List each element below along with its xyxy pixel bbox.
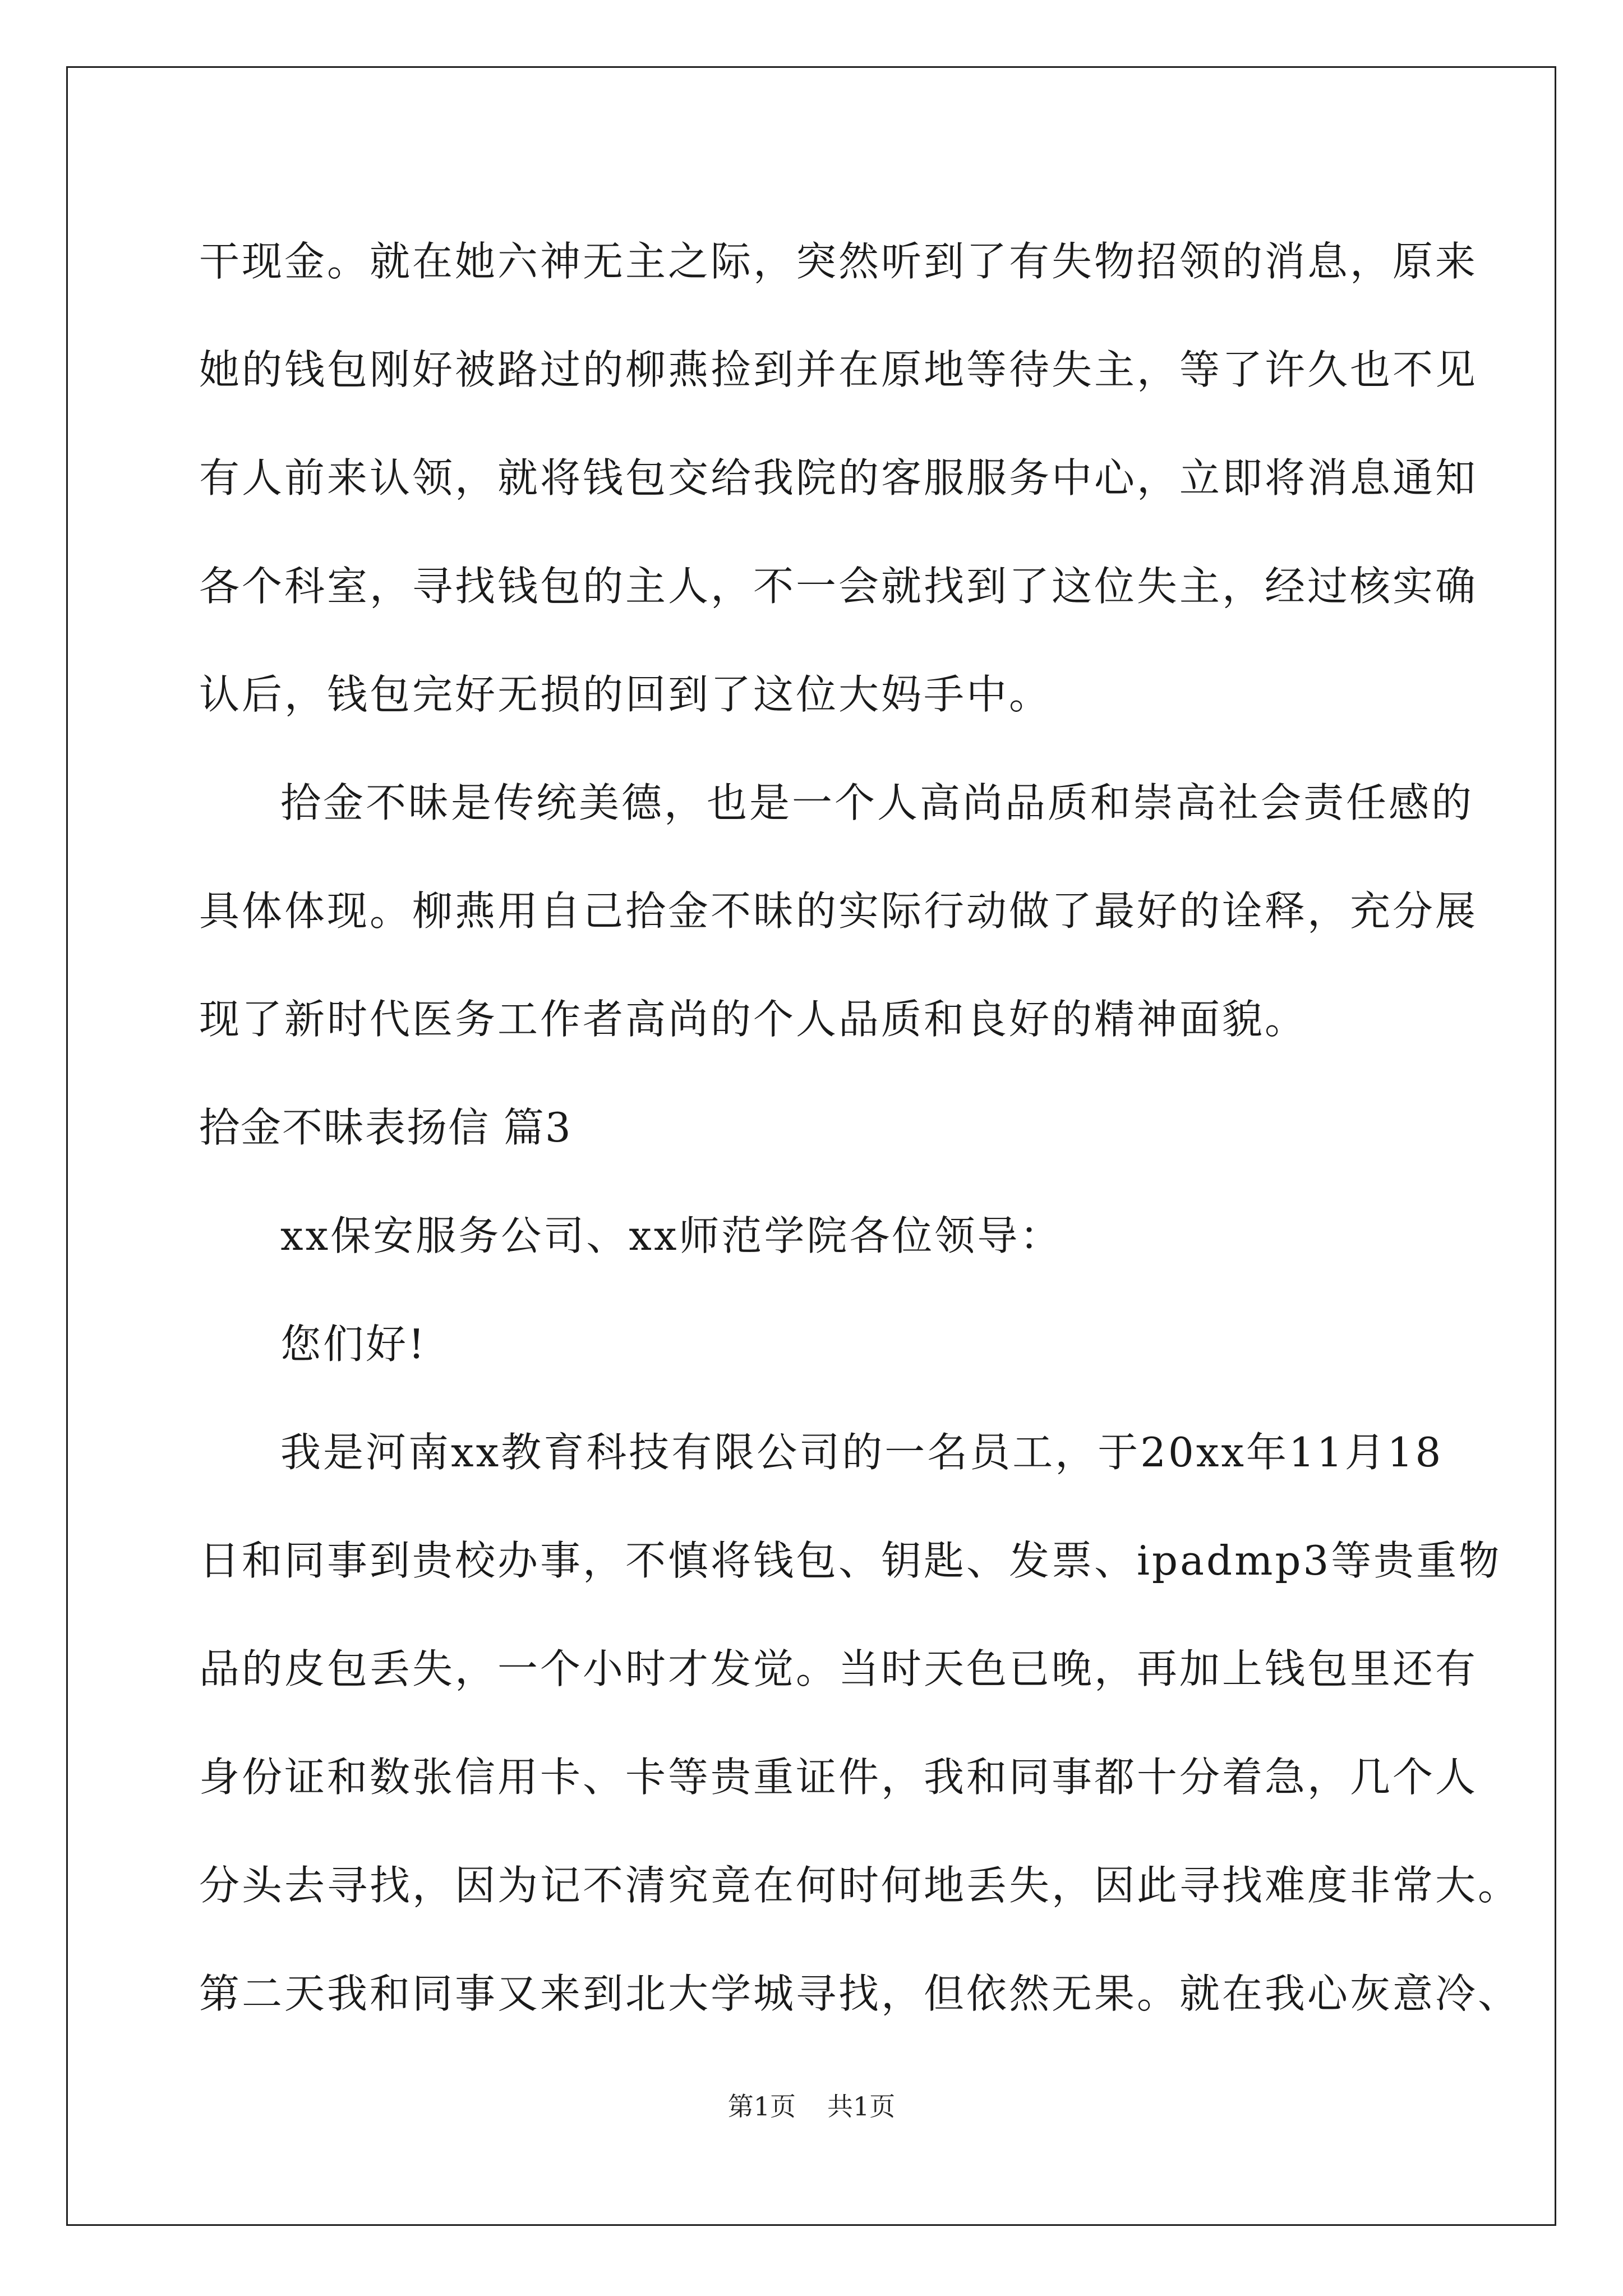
text-line-13: 日和同事到贵校办事，不慎将钱包、钥匙、发票、ipadmp3等贵重物 bbox=[199, 1537, 1502, 1584]
page-number: 第1页 bbox=[727, 2091, 796, 2122]
text-line-4: 各个科室，寻找钱包的主人，不一会就找到了这位失主，经过核实确 bbox=[199, 563, 1478, 610]
page-footer bbox=[0, 2090, 1623, 2123]
text-line-5: 认后，钱包完好无损的回到了这位大妈手中。 bbox=[199, 671, 1052, 718]
section-heading: 拾金不昧表扬信 篇3 bbox=[199, 1104, 572, 1151]
text-line-17: 第二天我和同事又来到北大学城寻找，但依然无果。就在我心灰意冷、 bbox=[199, 1970, 1521, 2017]
text-line-3: 有人前来认领，就将钱包交给我院的客服服务中心，立即将消息通知 bbox=[199, 454, 1478, 501]
document-body bbox=[199, 208, 1521, 2048]
text-line-15: 身份证和数张信用卡、卡等贵重证件，我和同事都十分着急，几个人 bbox=[199, 1754, 1478, 1801]
text-line-1: 干现金。就在她六神无主之际，突然听到了有失物招领的消息，原来 bbox=[199, 238, 1478, 285]
text-line-2: 她的钱包刚好被路过的柳燕捡到并在原地等待失主，等了许久也不见 bbox=[199, 346, 1478, 393]
greeting-line: 您们好! bbox=[280, 1320, 427, 1368]
text-line-7: 具体体现。柳燕用自己拾金不昧的实际行动做了最好的诠释，充分展 bbox=[199, 887, 1478, 935]
page-total: 共1页 bbox=[827, 2091, 896, 2122]
text-line-16: 分头去寻找，因为记不清究竟在何时何地丢失，因此寻找难度非常大。 bbox=[199, 1862, 1521, 1909]
salutation-line: xx保安服务公司、xx师范学院各位领导： bbox=[280, 1212, 1063, 1259]
text-line-12: 我是河南xx教育科技有限公司的一名员工，于20xx年11月18 bbox=[280, 1429, 1444, 1476]
text-line-6: 拾金不昧是传统美德，也是一个人高尚品质和崇高社会责任感的 bbox=[280, 779, 1474, 826]
text-line-14: 品的皮包丢失，一个小时才发觉。当时天色已晚，再加上钱包里还有 bbox=[199, 1645, 1478, 1692]
text-line-8: 现了新时代医务工作者高尚的个人品质和良好的精神面貌。 bbox=[199, 996, 1308, 1043]
